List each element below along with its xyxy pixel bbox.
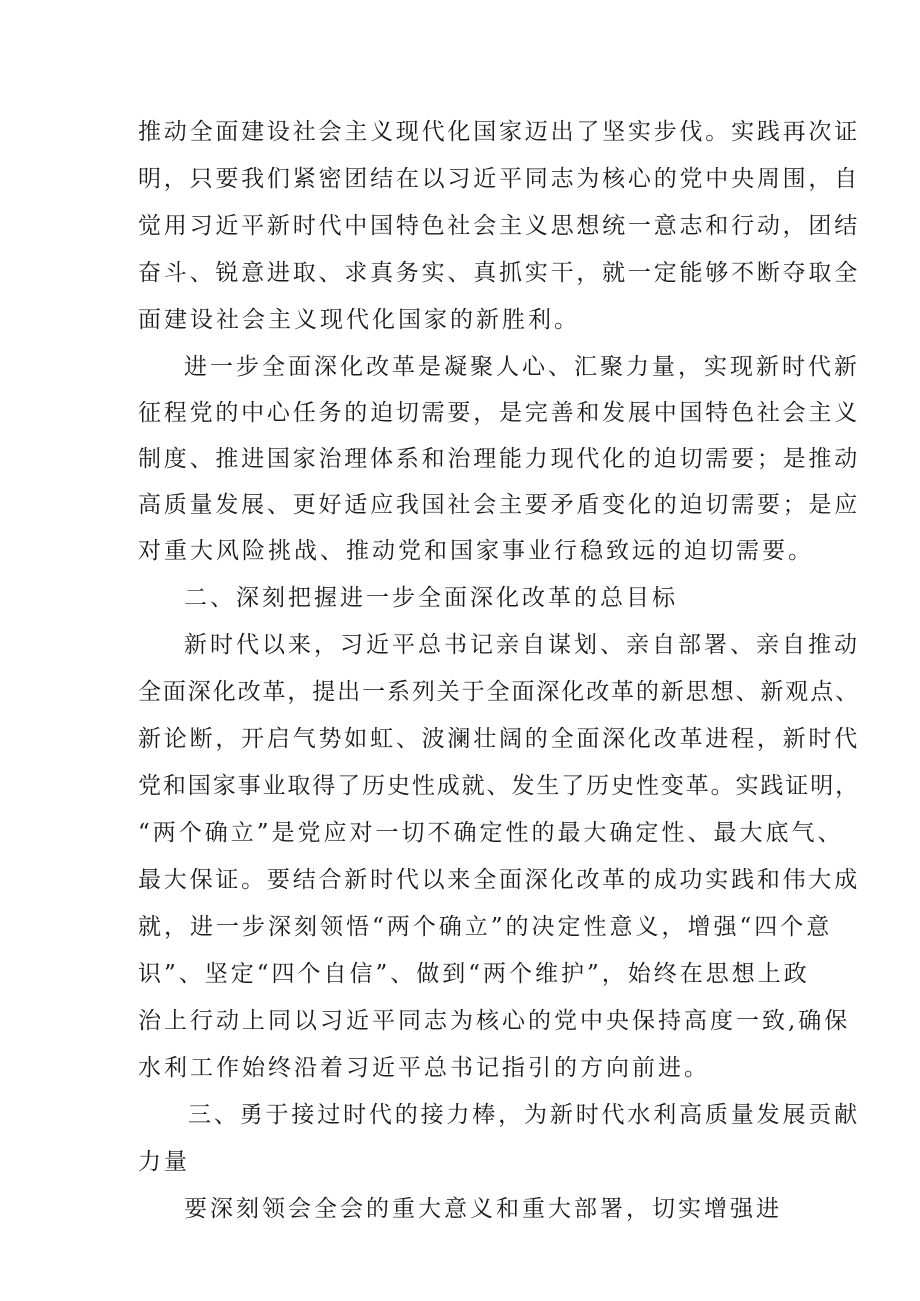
text-line-6: 进一步全面深化改革是凝聚人心、汇聚力量，实现新时代新 xyxy=(184,354,860,380)
text-line-19: 识”、坚定“四个自信”、做到“两个维护”，始终在思想上政 xyxy=(138,961,810,987)
text-line-24: 要深刻领会全会的重大意义和重大部署，切实增强进 xyxy=(184,1196,782,1222)
text-line-1: 推动全面建设社会主义现代化国家迈出了坚实步伐。实践再次证 xyxy=(138,119,860,145)
text-line-20: 治上行动上同以习近平同志为核心的党中央保持高度一致,确保 xyxy=(138,1008,851,1034)
text-line-13: 全面深化改革，提出一系列关于全面深化改革的新思想、新观点、 xyxy=(138,679,860,705)
text-line-18: 就，进一步深刻领悟“两个确立”的决定性意义，增强“四个意 xyxy=(138,914,833,940)
text-line-14: 新论断，开启气势如虹、波澜壮阔的全面深化改革进程，新时代 xyxy=(138,726,860,752)
text-line-8: 制度、推进国家治理体系和治理能力现代化的迫切需要；是推动 xyxy=(138,446,860,472)
section-heading-2: 二、深刻把握进一步全面深化改革的总目标 xyxy=(184,585,678,611)
text-line-3: 觉用习近平新时代中国特色社会主义思想统一意志和行动，团结 xyxy=(138,213,860,239)
text-line-7: 征程党的中心任务的迫切需要，是完善和发展中国特色社会主义 xyxy=(138,400,860,426)
text-line-4: 奋斗、锐意进取、求真务实、真抓实干，就一定能够不断夺取全 xyxy=(138,260,860,286)
section-heading-3: 三、勇于接过时代的接力棒，为新时代水利高质量发展贡献 xyxy=(188,1102,860,1128)
text-line-10: 对重大风险挑战、推动党和国家事业行稳致远的迫切需要。 xyxy=(138,538,814,564)
text-line-2: 明，只要我们紧密团结在以习近平同志为核心的党中央周围，自 xyxy=(138,166,860,192)
section-heading-3-continued: 力量 xyxy=(138,1149,190,1175)
text-line-15: 党和国家事业取得了历史性成就、发生了历史性变革。实践证明， xyxy=(138,773,860,799)
text-line-16: “两个确立”是党应对一切不确定性的最大确定性、最大底气、 xyxy=(138,820,844,846)
text-line-17: 最大保证。要结合新时代以来全面深化改革的成功实践和伟大成 xyxy=(138,867,860,893)
text-line-5: 面建设社会主义现代化国家的新胜利。 xyxy=(138,307,580,333)
text-line-21: 水利工作始终沿着习近平总书记指引的方向前进。 xyxy=(138,1055,710,1081)
text-line-9: 高质量发展、更好适应我国社会主要矛盾变化的迫切需要；是应 xyxy=(138,492,860,518)
text-line-12: 新时代以来，习近平总书记亲自谋划、亲自部署、亲自推动 xyxy=(184,632,860,658)
